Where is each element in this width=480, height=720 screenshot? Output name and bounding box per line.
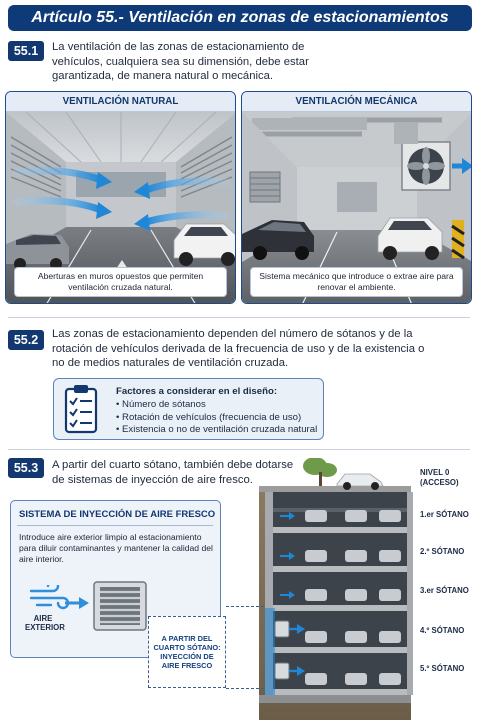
list-item: • Existencia o no de ventilación cruzada natural: [116, 424, 318, 436]
level-label-basement-3: 3.er SÓTANO: [420, 586, 469, 595]
list-item: • Número de sótanos: [116, 399, 206, 410]
design-factors-heading: Factores a considerar en el diseño:: [116, 386, 278, 397]
level-label-ground: NIVEL 0 (ACCESO): [420, 468, 459, 487]
level-label-basement-4: 4.º SÓTANO: [420, 626, 465, 635]
section-55-2-text: Las zonas de estacionamiento dependen del número de sótanos y de la rotación de vehículos derivada de la frecuencia de uso y de la existencia o no de medios naturales de ventilación cruzada.: [52, 328, 425, 370]
mechanical-ventilation-heading: VENTILACIÓN MECÁNICA: [242, 92, 471, 112]
callout-connector: [226, 606, 264, 607]
section-badge-55-1: 55.1: [8, 41, 44, 61]
divider: [8, 449, 470, 450]
natural-ventilation-caption: Aberturas en muros opuestos que permiten ventilación cruzada natural.: [14, 267, 227, 297]
mechanical-ventilation-caption: Sistema mecánico que introduce o extrae aire para renovar el ambiente.: [250, 267, 463, 297]
arrow-right-icon: [65, 596, 89, 610]
level-label-basement-2: 2.º SÓTANO: [420, 547, 465, 556]
air-grille-icon: [93, 581, 147, 631]
section-badge-55-2: 55.2: [8, 330, 44, 350]
design-factors-list: [116, 399, 317, 437]
natural-ventilation-heading: VENTILACIÓN NATURAL: [6, 92, 235, 112]
design-factors-box: [53, 378, 324, 440]
level-label-basement-1: 1.er SÓTANO: [420, 510, 469, 519]
callout-connector: [226, 688, 264, 689]
section-55-3-text: A partir del cuarto sótano, también debe dotarse de sistemas de inyección de aire fresco.: [52, 459, 294, 486]
divider: [17, 525, 213, 526]
page-title: Artículo 55.- Ventilación en zonas de estacionamientos: [8, 5, 472, 31]
level-label-basement-5: 5.º SÓTANO: [420, 664, 465, 673]
divider: [8, 317, 470, 318]
list-item: • Rotación de vehículos (frecuencia de uso): [116, 411, 302, 423]
outside-air-label: AIRE EXTERIOR: [25, 614, 65, 633]
checklist-icon: [64, 384, 98, 434]
fourth-basement-callout: A PARTIR DEL CUARTO SÓTANO: INYECCIÓN DE AIRE FRESCO: [148, 616, 226, 688]
section-55-1-text: La ventilación de las zonas de estacionamiento de vehículos, cualquiera sea su dimensión, debe estar garantizada, de manera natural o mecánica.: [52, 41, 309, 83]
fresh-air-injection-text: Introduce aire exterior limpio al estacionamiento para diluir contaminantes y mantener la calidad del aire interior.: [19, 532, 213, 564]
fresh-air-injection-heading: SISTEMA DE INYECCIÓN DE AIRE FRESCO: [19, 509, 216, 520]
mechanical-ventilation-panel: [241, 91, 472, 304]
section-badge-55-3: 55.3: [8, 458, 44, 478]
natural-ventilation-panel: [5, 91, 236, 304]
